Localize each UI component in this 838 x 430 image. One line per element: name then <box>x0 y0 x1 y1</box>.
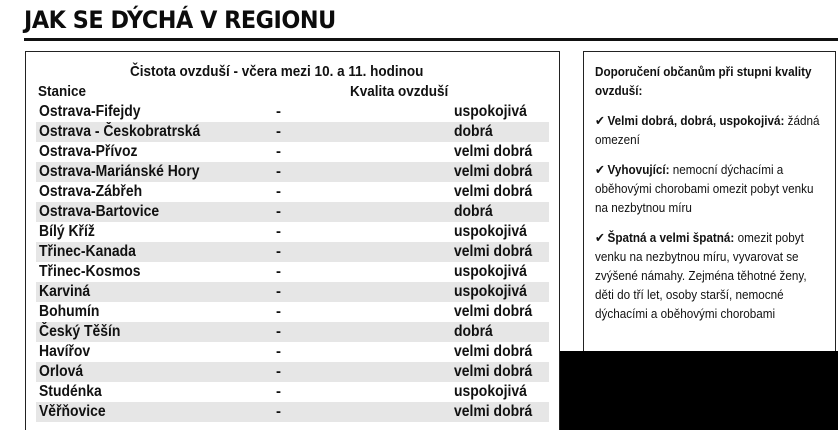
station-table-rows <box>36 102 549 422</box>
redaction-block <box>560 351 838 430</box>
table-row <box>36 102 549 122</box>
recommendation-label: Vyhovující: <box>607 162 670 177</box>
dash-separator: - <box>276 323 281 340</box>
station-name: Bohumín <box>39 303 100 320</box>
station-name: Třinec-Kosmos <box>39 263 141 280</box>
dash-separator: - <box>276 203 281 220</box>
dash-separator: - <box>276 103 281 120</box>
dash-separator: - <box>276 243 281 260</box>
check-icon: ✔ <box>595 162 605 177</box>
quality-value: velmi dobrá <box>454 183 533 200</box>
table-row <box>36 362 549 382</box>
quality-value: velmi dobrá <box>454 243 533 260</box>
quality-value: velmi dobrá <box>454 303 533 320</box>
table-row <box>36 122 549 142</box>
quality-value: uspokojivá <box>454 223 527 240</box>
quality-value: dobrá <box>454 123 493 140</box>
quality-value: uspokojivá <box>454 263 527 280</box>
dash-separator: - <box>276 163 281 180</box>
dash-separator: - <box>276 383 281 400</box>
table-row <box>36 322 549 342</box>
quality-value: dobrá <box>454 323 493 340</box>
quality-value: velmi dobrá <box>454 143 533 160</box>
dash-separator: - <box>276 303 281 320</box>
dash-separator: - <box>276 363 281 380</box>
table-row <box>36 262 549 282</box>
quality-value: velmi dobrá <box>454 403 533 420</box>
station-name: Ostrava-Bartovice <box>39 203 160 220</box>
dash-separator: - <box>276 123 281 140</box>
header-station: Stanice <box>38 83 87 100</box>
check-icon: ✔ <box>595 230 605 245</box>
station-name: Ostrava - Českobratrská <box>39 123 201 140</box>
station-name: Bílý Kříž <box>39 223 95 240</box>
header-quality: Kvalita ovzduší <box>350 83 449 100</box>
dash-separator: - <box>276 403 281 420</box>
dash-separator: - <box>276 223 281 240</box>
recommendation-label: Velmi dobrá, dobrá, uspokojivá: <box>607 113 785 128</box>
recommendation-satisfactory <box>595 160 827 217</box>
table-row <box>36 162 549 182</box>
table-row <box>36 402 549 422</box>
recommendation-label: Špatná a velmi špatná: <box>607 230 735 245</box>
quality-value: uspokojivá <box>454 283 527 300</box>
table-caption: Čistota ovzduší - včera mezi 10. a 11. hodinou <box>130 63 424 80</box>
table-row <box>36 342 549 362</box>
table-row <box>36 222 549 242</box>
quality-value: velmi dobrá <box>454 163 533 180</box>
station-name: Ostrava-Zábřeh <box>39 183 143 200</box>
table-row <box>36 142 549 162</box>
recommendation-bad <box>595 228 827 323</box>
table-row <box>36 202 549 222</box>
check-icon: ✔ <box>595 113 605 128</box>
station-name: Český Těšín <box>39 323 121 340</box>
recommendations-title: Doporučení občanům při stupni kvality ovzduší: <box>595 64 812 98</box>
quality-value: uspokojivá <box>454 103 527 120</box>
station-name: Karviná <box>39 283 91 300</box>
dash-separator: - <box>276 343 281 360</box>
station-name: Třinec-Kanada <box>39 243 136 260</box>
recommendation-text: omezit pobyt venku na nezbytnou míru, vyvarovat se zvýšené námahy. Zejména těhotné ženy, děti do tří let, osoby starší, nemocné dýchacími a oběhovými chorobami <box>595 230 807 321</box>
recommendation-text: nemocní dýchacími a oběhovými chorobami omezit pobyt venku na nezbytnou míru <box>595 162 814 215</box>
dash-separator: - <box>276 183 281 200</box>
quality-value: dobrá <box>454 203 493 220</box>
station-name: Studénka <box>39 383 102 400</box>
quality-value: uspokojivá <box>454 383 527 400</box>
station-name: Věřňovice <box>39 403 106 420</box>
recommendation-text: žádná omezení <box>595 113 820 147</box>
station-name: Havířov <box>39 343 91 360</box>
station-name: Orlová <box>39 363 84 380</box>
page-headline: JAK SE DÝCHÁ V REGIONU <box>24 6 336 34</box>
dash-separator: - <box>276 143 281 160</box>
dash-separator: - <box>276 283 281 300</box>
table-row <box>36 302 549 322</box>
table-row <box>36 182 549 202</box>
station-name: Ostrava-Přívoz <box>39 143 138 160</box>
station-name: Ostrava-Fifejdy <box>39 103 141 120</box>
quality-value: velmi dobrá <box>454 343 533 360</box>
table-row <box>36 382 549 402</box>
dash-separator: - <box>276 263 281 280</box>
recommendation-very-good <box>595 111 827 149</box>
table-row <box>36 242 549 262</box>
headline-rule <box>24 38 838 41</box>
table-row <box>36 282 549 302</box>
quality-value: velmi dobrá <box>454 363 533 380</box>
station-name: Ostrava-Mariánské Hory <box>39 163 200 180</box>
